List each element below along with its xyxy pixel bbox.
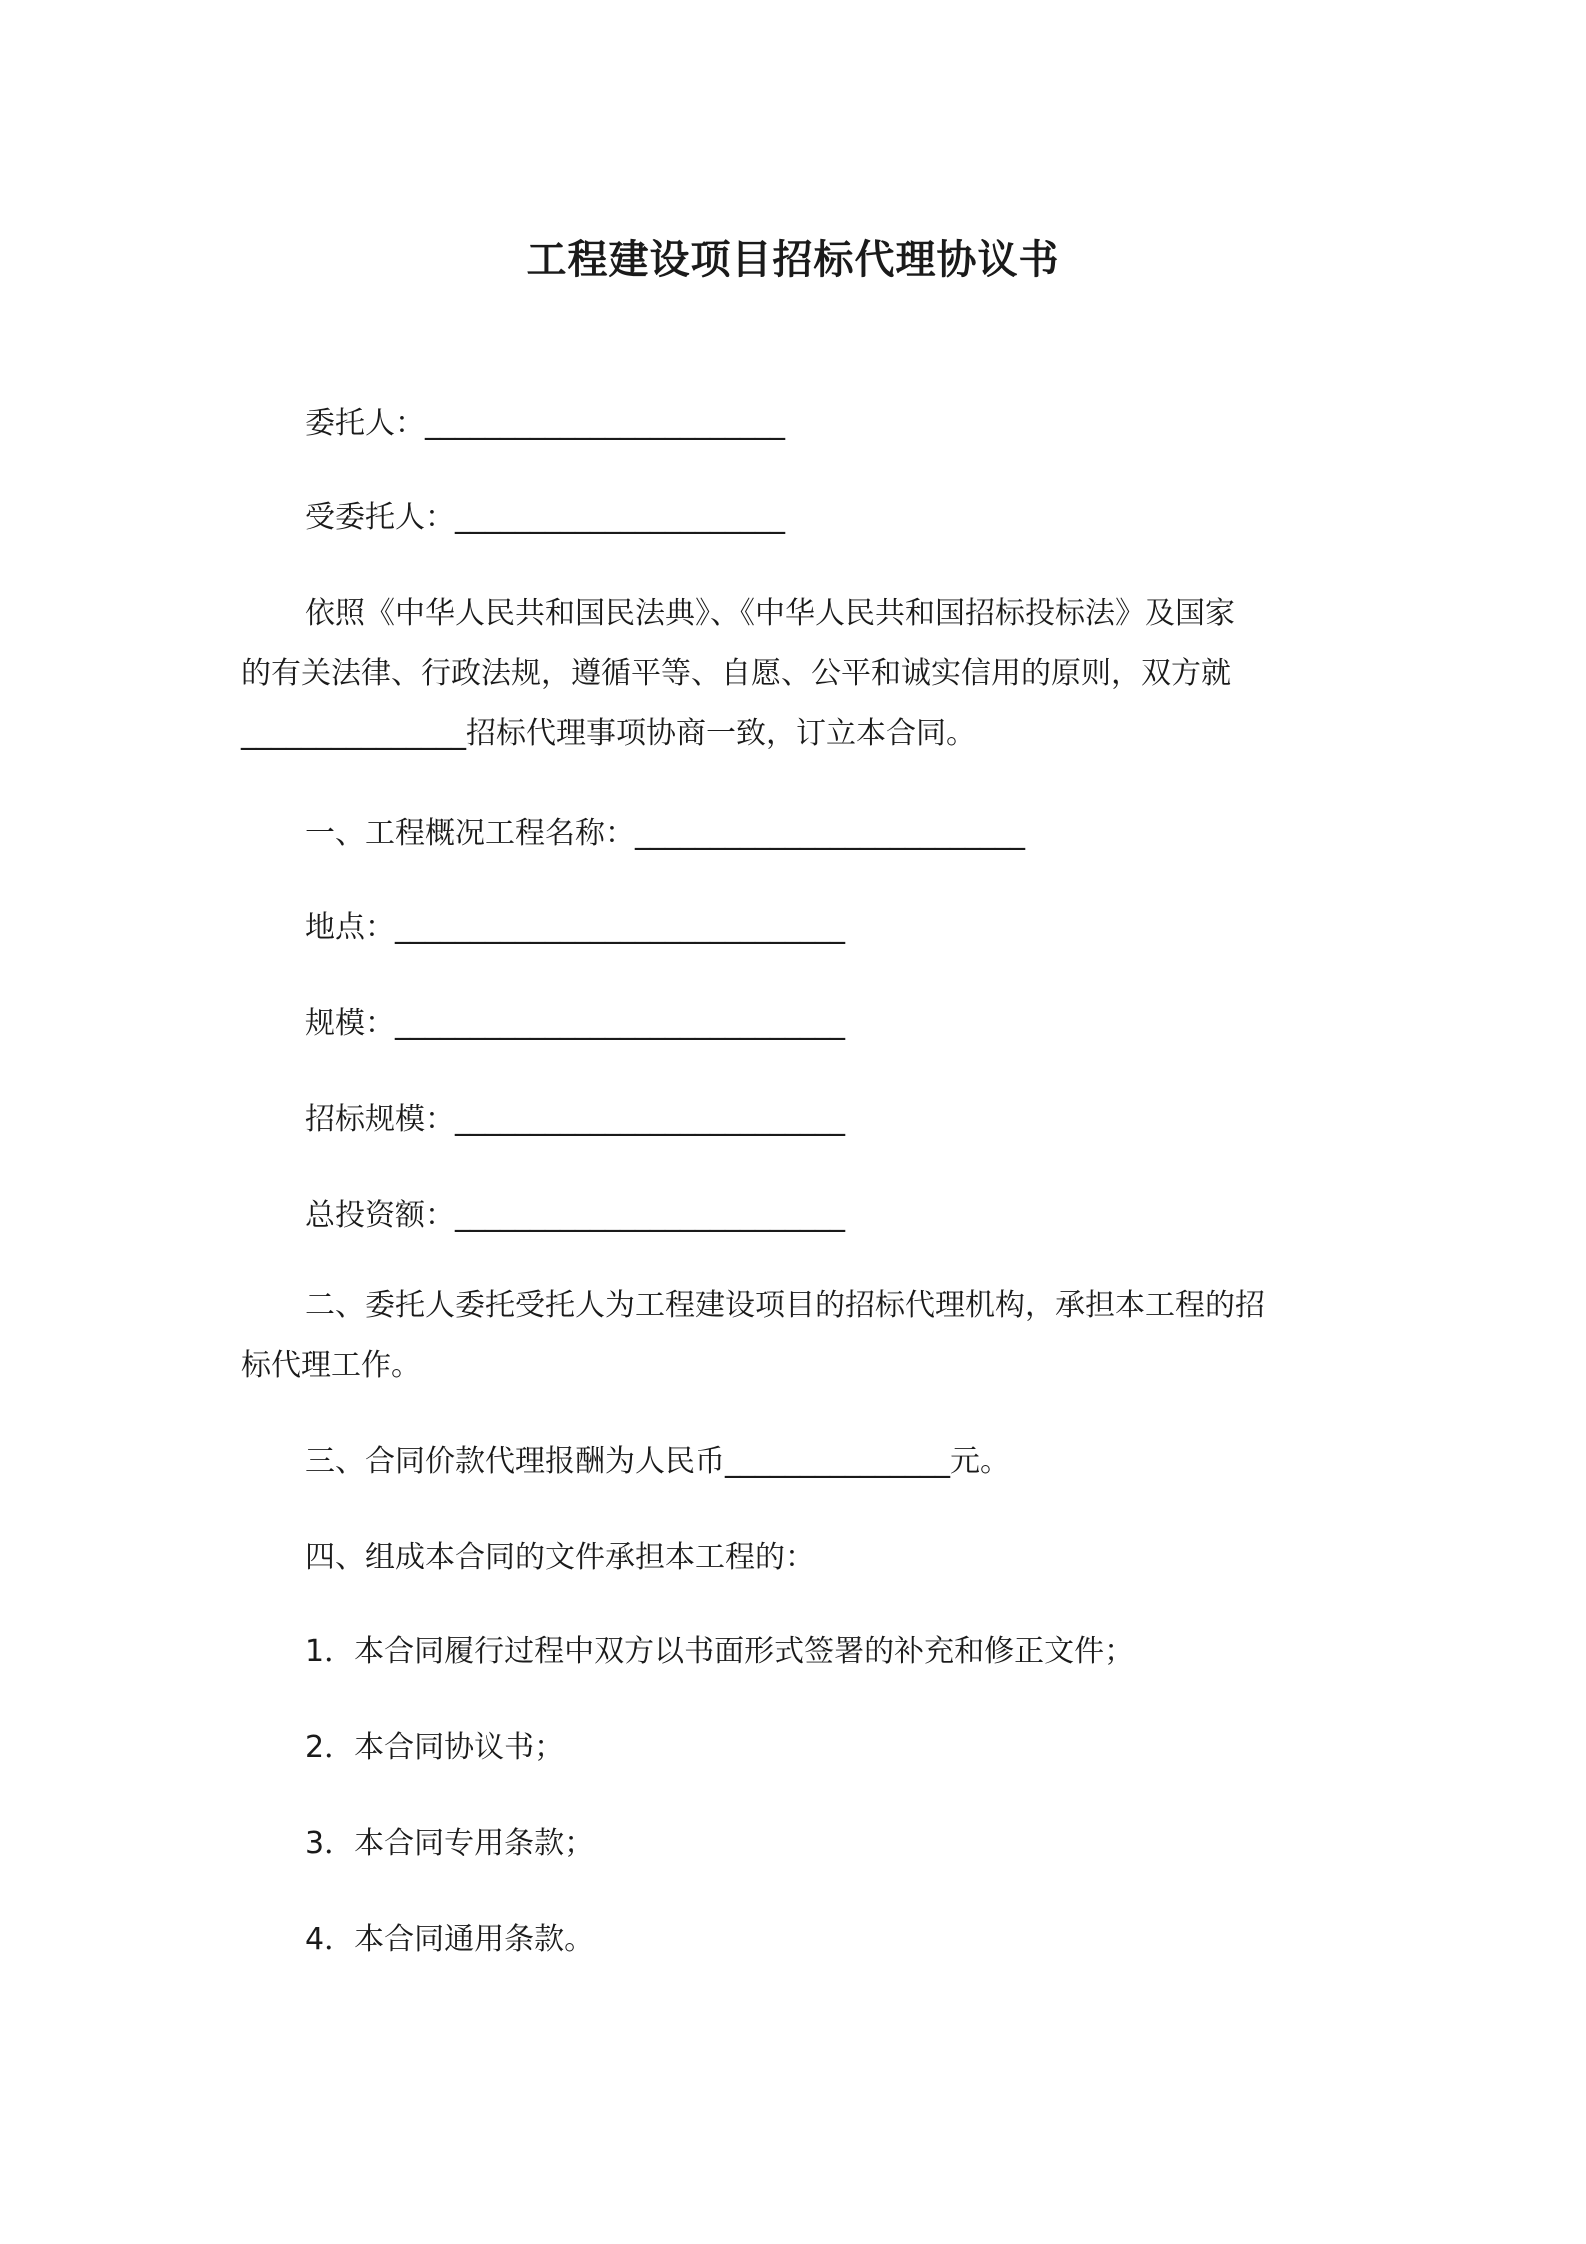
basis-line-2: 的有关法律、行政法规，遵循平等、自愿、公平和诚实信用的原则，双方就 bbox=[241, 656, 1231, 691]
project-name-field: 一、工程概况工程名称：__________________________ bbox=[305, 816, 1025, 851]
location-field: 地点：______________________________ bbox=[305, 910, 845, 945]
section-2-paragraph bbox=[241, 1276, 1351, 1396]
principal-field: 委托人：________________________ bbox=[305, 406, 785, 441]
agent-field: 受委托人：______________________ bbox=[305, 500, 785, 535]
section-4-heading: 四、组成本合同的文件承担本工程的： bbox=[305, 1540, 815, 1575]
section-3-price: 三、合同价款代理报酬为人民币_______________元。 bbox=[305, 1444, 1010, 1479]
section-2-line-2: 标代理工作。 bbox=[241, 1348, 421, 1383]
list-item: 1．本合同履行过程中双方以书面形式签署的补充和修正文件； bbox=[305, 1634, 1135, 1669]
basis-line-1: 依照《中华人民共和国民法典》、《中华人民共和国招标投标法》及国家 bbox=[305, 596, 1235, 631]
document-title: 工程建设项目招标代理协议书 bbox=[526, 237, 1060, 283]
basis-line-3: _______________招标代理事项协商一致，订立本合同。 bbox=[241, 716, 976, 751]
list-item: 2．本合同协议书； bbox=[305, 1730, 565, 1765]
total-investment-field: 总投资额：__________________________ bbox=[305, 1198, 845, 1233]
bid-scale-field: 招标规模：__________________________ bbox=[305, 1102, 845, 1137]
list-item: 3．本合同专用条款； bbox=[305, 1826, 595, 1861]
section-2-line-1: 二、委托人委托受托人为工程建设项目的招标代理机构，承担本工程的招 bbox=[305, 1288, 1265, 1323]
scale-field: 规模：______________________________ bbox=[305, 1006, 845, 1041]
basis-paragraph bbox=[241, 584, 1351, 764]
list-item: 4．本合同通用条款。 bbox=[305, 1922, 595, 1957]
